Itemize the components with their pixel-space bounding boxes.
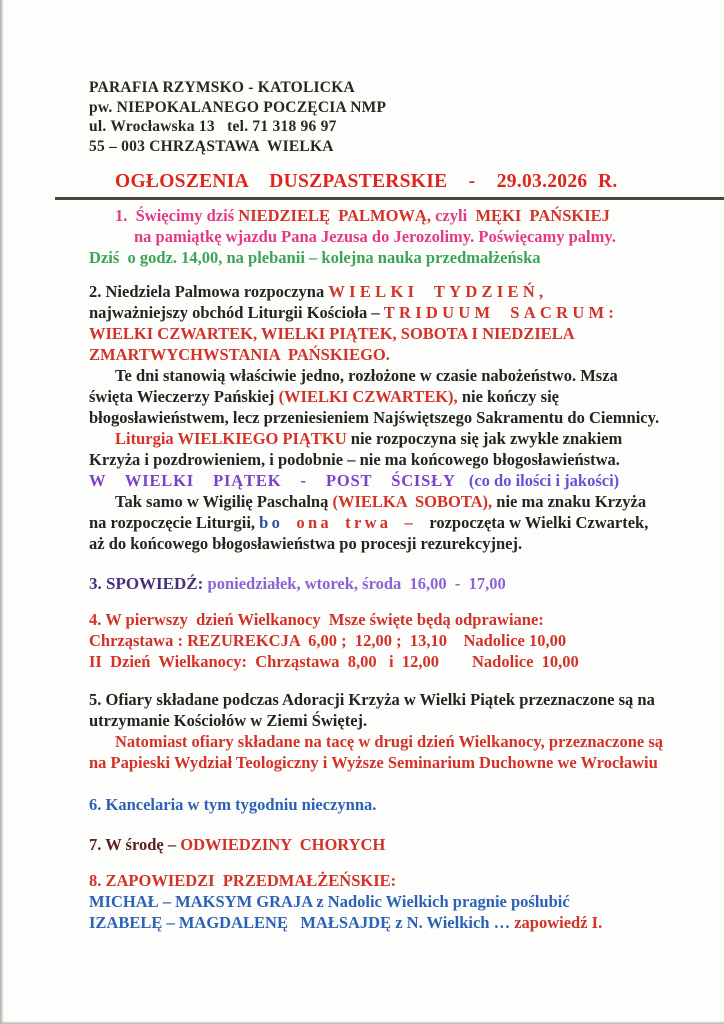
parish-header: [89, 78, 665, 156]
holy-saturday-text-1: Tak samo w Wigilię Paschalną: [115, 491, 333, 511]
strict-fast-label: W WIELKI PIĄTEK - POST ŚCISŁY: [89, 470, 465, 490]
parish-patron: pw. NIEPOKALANEGO POCZĘCIA NMP: [89, 98, 387, 116]
announcement-2-line-1: [89, 281, 665, 302]
announcement-1-premarital-course-note: Dziś o godz. 14,00, na plebanii – kolejna nauka przedmałżeńska: [89, 247, 541, 267]
holy-saturday-text-3: rozpoczęta w Wielki Czwartek, aż do końcowego błogosławieństwa po procesji rezurekcyjnej.: [89, 512, 653, 553]
announcement-1-passion-name: MĘKI PAŃSKIEJ: [471, 205, 610, 225]
triduum-days-line-2: ZMARTWYCHWSTANIA PAŃSKIEGO.: [89, 344, 390, 364]
announcement-1-palm-sunday-name: NIEDZIELĘ PALMOWĄ,: [238, 205, 436, 225]
office-closed-text: 6. Kancelaria w tym tygodniu nieczynna.: [89, 794, 377, 814]
parish-address-phone: ul. Wrocławska 13 tel. 71 318 96 97: [89, 118, 337, 135]
marriage-banns-groom: MICHAŁ – MAKSYM GRAJA z Nadolic Wielkich pragnie poślubić: [89, 891, 570, 911]
announcement-1-line-2: na pamiątkę wjazdu Pana Jezusa do Jerozolimy. Poświęcamy palmy.: [134, 226, 616, 246]
marriage-banns-bride: IZABELĘ – MAGDALENĘ MAŁSAJDĘ z N. Wielkich …: [89, 912, 515, 932]
good-friday-text: nie rozpoczyna się jak zwykle znakiem Krzyża i pozdrowieniem, i podobnie – nie ma końcowego błogosławieństwa.: [89, 428, 627, 469]
offerings-good-friday-text: 5. Ofiary składane podczas Adoracji Krzyża w Wielki Piątek przeznaczone są na utrzymanie Kościołów w Ziemi Świętej.: [89, 689, 659, 730]
holy-saturday-text-2: nie ma znaku Krzyża na rozpoczęcie Liturgii,: [89, 491, 651, 532]
good-friday-paragraph: [89, 428, 665, 470]
announcement-2-line-2: [89, 302, 665, 323]
easter-masses-heading: 4. W pierwszy dzień Wielkanocy Msze święte będą odprawiane:: [89, 609, 544, 629]
announcement-7-sick-visits: [89, 834, 665, 855]
easter-masses-day-2: II Dzień Wielkanocy: Chrząstawa 8,00 i 12,00 Nadolice 10,00: [89, 651, 579, 671]
announcement-6-office-closed: [89, 794, 665, 815]
holy-thursday-label: (WIELKI CZWARTEK),: [278, 386, 462, 406]
announcement-8-marriage-banns: [89, 870, 665, 933]
announcement-1-connector: czyli: [435, 205, 472, 225]
easter-masses-day-1: Chrząstawa : REZUREKCJA 6,00 ; 12,00 ; 13,10 Nadolice 10,00: [89, 630, 567, 650]
strict-fast-note: (co do ilości i jakości): [464, 470, 620, 490]
announcement-5-offerings: [89, 689, 668, 773]
page-title: OGŁOSZENIA DUSZPASTERSKIE - 29.03.2026 R.: [115, 171, 618, 192]
holy-saturday-emphasis-blue: bo: [259, 512, 297, 532]
holy-thursday-paragraph: [89, 365, 665, 428]
holy-week-name: WIELKI TYDZIEŃ,: [328, 281, 548, 301]
holy-thursday-text-1: Te dni stanowią właściwie jedno, rozłożone w czasie nabożeństwo. Msza święta Wieczerzy Pańskiej: [89, 365, 622, 406]
good-friday-label: Liturgia WIELKIEGO PIĄTKU: [115, 428, 351, 448]
offerings-easter-monday-text: Natomiast ofiary składane na tacę w drugi dzień Wielkanocy, przeznaczone są na Papieski Wydział Teologiczny i Wyższe Seminarium Duchowne we Wrocławiu: [89, 731, 668, 772]
parish-name: PARAFIA RZYMSKO - KATOLICKA: [89, 79, 355, 96]
triduum-sacrum-name: TRIDUUM SACRUM:: [383, 302, 619, 322]
sick-visits-label: ODWIEDZINY CHORYCH: [180, 834, 386, 854]
parish-postal-city: 55 – 003 CHRZĄSTAWA WIELKA: [89, 137, 334, 155]
marriage-banns-bride-line: [89, 912, 665, 933]
bulletin-content: [89, 78, 668, 933]
strict-fast-line: [89, 470, 665, 491]
triduum-days-line-1: WIELKI CZWARTEK, WIELKI PIĄTEK, SOBOTA I NIEDZIELA: [89, 323, 575, 343]
announcement-4-easter-masses: [89, 609, 665, 672]
holy-saturday-emphasis-red: ona trwa –: [296, 512, 430, 532]
announcement-1-palm-sunday: [89, 205, 665, 268]
sick-visits-prefix: 7. W środę –: [89, 834, 181, 854]
confession-schedule: poniedziałek, wtorek, środa 16,00 - 17,00: [207, 573, 506, 593]
announcement-3-confession: [89, 573, 665, 594]
announcement-2-liturgy-note: najważniejszy obchód Liturgii Kościoła –: [89, 302, 384, 322]
title-divider-rule: [55, 197, 724, 200]
announcement-2-intro: 2. Niedziela Palmowa rozpoczyna: [89, 281, 329, 301]
announcement-1-intro: 1. Święcimy dziś: [115, 205, 239, 225]
announcement-1-line-1: [115, 205, 665, 226]
holy-thursday-text-2: nie kończy się błogosławieństwem, lecz przeniesieniem Najświętszego Sakramentu do Ciemnicy.: [89, 386, 660, 427]
announcement-2-holy-week: [89, 281, 665, 554]
confession-label: 3. SPOWIEDŹ:: [89, 573, 208, 593]
holy-saturday-paragraph: [89, 491, 665, 554]
marriage-banns-heading: 8. ZAPOWIEDZI PRZEDMAŁŻEŃSKIE:: [89, 870, 397, 890]
marriage-banns-number: zapowiedź I.: [514, 912, 603, 932]
holy-saturday-label: (WIELKA SOBOTA),: [332, 491, 497, 511]
